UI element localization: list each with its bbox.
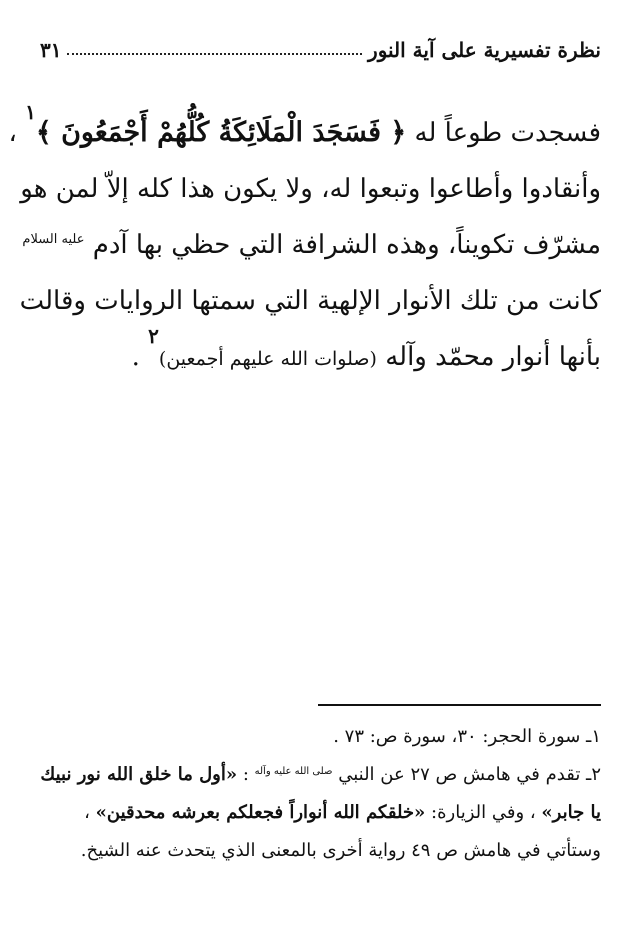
footnote-text: ٢ـ تقدم في هامش ص ٢٧ عن النبي [332,764,601,785]
body-text-segment: بأنها أنوار محمّد وآله [376,342,601,372]
body-line-4: كانت من تلك الأنوار الإلهية التي سمتها الروايات وقالت [19,286,601,316]
page-number: ٣١ [40,38,62,62]
running-header [40,30,601,62]
honorific-glyph: صلى الله عليه وآله [254,766,333,777]
hadith-quote: «أول ما خلق الله نور نبيك [40,764,238,785]
footnote-divider [318,704,601,706]
main-paragraph [8,100,601,385]
footnote-ref-2: ٢ [148,324,159,348]
salawat-phrase: (صلوات الله عليهم أجمعين) [158,348,377,370]
header-title: نظرة تفسيرية على آية النور [368,38,601,62]
body-line-3 [22,217,601,273]
body-text-segment: . [131,342,149,372]
body-text-segment: ، [8,118,26,148]
body-line-2: وأنقادوا وأطاعوا وتبعوا له، ولا يكون هذا كله إلاّ لمن هو [20,174,601,204]
ziyara-quote: «خلقكم الله أنواراً فجعلكم بعرشه محدقين» [95,802,426,823]
hadith-quote: يا جابر» [541,802,601,823]
footnote-text: ، [84,802,96,823]
footnotes [40,718,601,870]
footnote-1: ١ـ سورة الحجر: ٣٠، سورة ص: ٧٣ . [333,726,601,747]
footnote-2-line-2 [40,794,601,832]
footnote-ref-1: ١ [25,100,36,124]
footnote-text: ، وفي الزيارة: [425,802,542,823]
body-text-segment: مشرّف تكويناً، وهذه الشرافة التي حظي بها آدم [84,230,601,260]
quran-verse: ﴿ فَسَجَدَ الْمَلَائِكَةُ كُلُّهُمْ أَجْمَعُونَ ﴾ [35,117,407,148]
footnote-text: : [237,764,255,785]
honorific-glyph: عليه السلام [22,232,85,247]
body-line-5 [40,324,601,385]
header-dot-leader [67,53,362,55]
body-text-segment: فسجدت طوعاً له [406,118,601,148]
footnote-2-line-3: وستأتي في هامش ص ٤٩ رواية أخرى بالمعنى الذي يتحدث عنه الشيخ. [80,840,601,861]
footnote-2-line-1 [40,756,601,794]
body-line-1 [8,100,601,161]
